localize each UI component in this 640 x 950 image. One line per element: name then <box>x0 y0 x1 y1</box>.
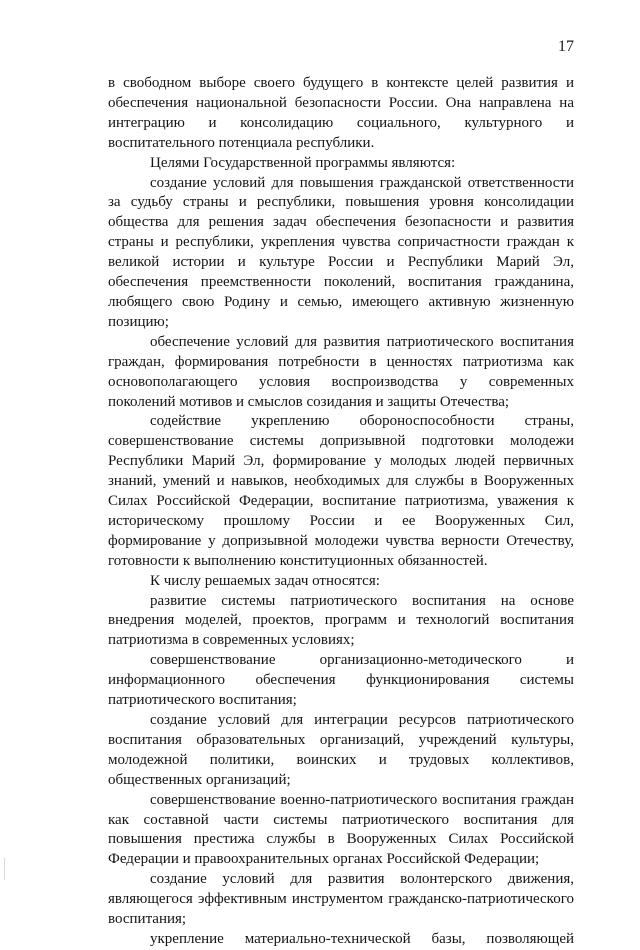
document-body <box>108 74 574 950</box>
paragraph-task-military-patriotic: совершенствование военно-патриотического воспитания граждан как составной части системы патриотического воспитания для повышения престижа службы в Вооруженных Силах Российской Федерации и правоохранительных органах Российской Федерации; <box>108 791 574 868</box>
paragraph-goal-civic-responsibility: создание условий для повышения гражданской ответственности за судьбу страны и республики, повышения уровня консолидации общества для решения задач обеспечения безопасности и развития страны и республики, укрепления чувства сопричастности граждан к великой истории и культуре России и Республики Марий Эл, обеспечения преемственности поколений, воспитания гражданина, любящего свою Родину и семью, имеющего активную жизненную позицию; <box>108 174 574 330</box>
paragraph-goals-heading: Целями Государственной программы являются: <box>150 154 456 171</box>
paragraph-task-system-development: развитие системы патриотического воспитания на основе внедрения моделей, проектов, программ и технологий воспитания патриотизма в современных условиях; <box>108 592 574 649</box>
paragraph-tasks-heading: К числу решаемых задач относятся: <box>150 572 380 589</box>
paragraph-goal-defense-capability: содействие укреплению обороноспособности страны, совершенствование системы допризывной подготовки молодежи Республики Марий Эл, формирование у молодых людей первичных знаний, умений и навыков, необходимых для службы в Вооруженных Силах Российской Федерации, воспитание патриотизма, уважения к историческому прошлому России и ее Вооруженных Сил, формирование у допризывной молодежи чувства верности Отечеству, готовности к выполнению конституционных обязанностей. <box>108 413 574 569</box>
paragraph-task-material-base: укрепление материально-технической базы, позволяющей <box>150 930 574 947</box>
paragraph-task-resource-integration: создание условий для интеграции ресурсов патриотического воспитания образовательных организаций, учреждений культуры, молодежной политики, воинских и трудовых коллективов, общественных организаций; <box>108 712 574 788</box>
paragraph-task-volunteer-movement: создание условий для развития волонтерского движения, являющегося эффективным инструментом гражданско-патриотического воспитания; <box>108 871 574 928</box>
scan-edge-mark <box>4 858 5 880</box>
paragraph-task-methodical-support: совершенствование организационно-методического и информационного обеспечения функционирования системы патриотического воспитания; <box>108 652 574 709</box>
page-number: 17 <box>558 38 574 55</box>
paragraph-intro-continuation: в свободном выборе своего будущего в контексте целей развития и обеспечения национальной безопасности России. Она направлена на интеграцию и консолидацию социального, культурного и воспитательного потенциала республики. <box>108 75 574 151</box>
paragraph-goal-patriotic-education: обеспечение условий для развития патриотического воспитания граждан, формирования потребности в ценностях патриотизма как основополагающего условия воспроизводства у современных поколений мотивов и смыслов созидания и защиты Отечества; <box>108 333 574 410</box>
